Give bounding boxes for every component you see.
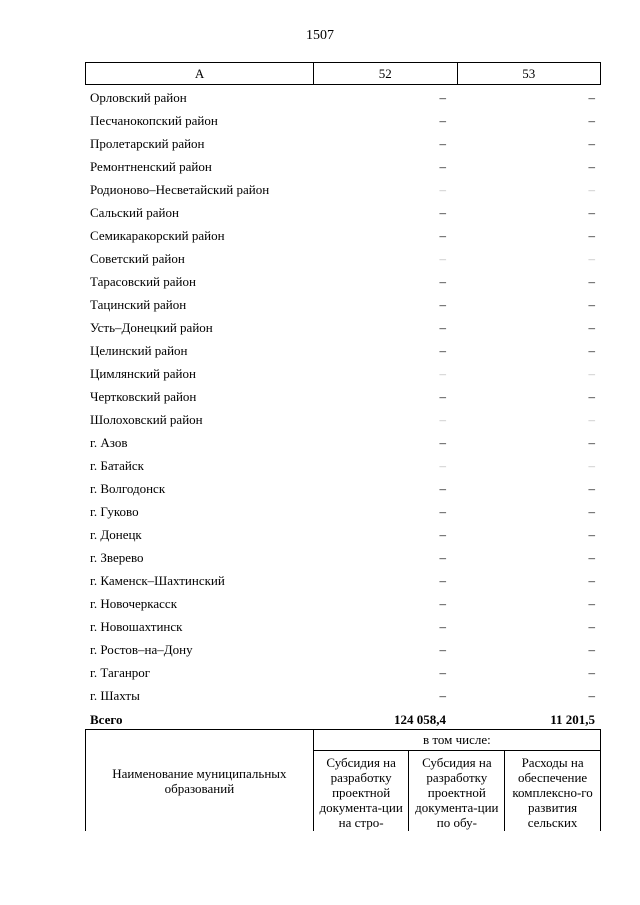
page-number: 1507 [306, 28, 334, 43]
value-col-53: – [588, 503, 595, 519]
value-col-52: – [439, 296, 446, 312]
total-col-52: 124 058,4 [394, 711, 446, 727]
table-row [85, 293, 601, 316]
table-row [85, 546, 601, 569]
table-row [85, 201, 601, 224]
table-row [85, 132, 601, 155]
header-col-52: 52 [314, 63, 457, 85]
value-col-53: – [588, 365, 595, 381]
municipality-name: Цимлянский район [90, 365, 196, 381]
value-col-53: – [588, 572, 595, 588]
municipality-name: Советский район [90, 250, 185, 266]
header-col-a: А [86, 63, 314, 85]
municipality-name: Пролетарский район [90, 135, 205, 151]
bottom-header-table [85, 729, 601, 831]
value-col-52: – [439, 664, 446, 680]
total-row [85, 708, 601, 731]
municipality-name: Тацинский район [90, 296, 187, 312]
table-row [85, 684, 601, 707]
municipality-name: г. Азов [90, 434, 128, 450]
header-subsidy-construction: Субсидия на разработку проектной документа-ции на стро- [313, 751, 409, 832]
value-col-52: – [439, 250, 446, 266]
table-row [85, 477, 601, 500]
data-rows [85, 86, 601, 731]
total-label: Всего [90, 711, 123, 727]
value-col-53: – [588, 181, 595, 197]
value-col-52: – [439, 549, 446, 565]
column-header-table [85, 62, 601, 85]
value-col-53: – [588, 158, 595, 174]
table-row [85, 339, 601, 362]
table-row [85, 431, 601, 454]
table-row [85, 408, 601, 431]
municipality-name: г. Таганрог [90, 664, 151, 680]
table-row [85, 178, 601, 201]
header-col-53: 53 [457, 63, 600, 85]
value-col-52: – [439, 181, 446, 197]
value-col-52: – [439, 434, 446, 450]
municipality-name: Сальский район [90, 204, 179, 220]
municipality-name: г. Батайск [90, 457, 144, 473]
value-col-53: – [588, 227, 595, 243]
municipality-name: г. Донецк [90, 526, 142, 542]
municipality-name: Шолоховский район [90, 411, 203, 427]
value-col-52: – [439, 411, 446, 427]
value-col-52: – [439, 687, 446, 703]
municipality-name: г. Гуково [90, 503, 139, 519]
value-col-52: – [439, 503, 446, 519]
value-col-53: – [588, 296, 595, 312]
table-row [85, 385, 601, 408]
table-row [85, 592, 601, 615]
table-row [85, 109, 601, 132]
table-row [85, 224, 601, 247]
municipality-name: Песчанокопский район [90, 112, 218, 128]
value-col-52: – [439, 342, 446, 358]
table-row [85, 500, 601, 523]
value-col-52: – [439, 618, 446, 634]
value-col-52: – [439, 595, 446, 611]
municipality-name: Чертковский район [90, 388, 197, 404]
total-col-53: 11 201,5 [550, 711, 595, 727]
municipality-name: Орловский район [90, 89, 187, 105]
value-col-52: – [439, 388, 446, 404]
table-row [85, 316, 601, 339]
municipality-name: г. Шахты [90, 687, 140, 703]
municipality-name: г. Новошахтинск [90, 618, 183, 634]
value-col-52: – [439, 365, 446, 381]
value-col-53: – [588, 434, 595, 450]
value-col-52: – [439, 135, 446, 151]
value-col-53: – [588, 457, 595, 473]
value-col-52: – [439, 204, 446, 220]
table-row [85, 155, 601, 178]
municipality-name: Семикаракорский район [90, 227, 225, 243]
value-col-52: – [439, 112, 446, 128]
header-including: в том числе: [313, 730, 600, 751]
table-row [85, 362, 601, 385]
municipality-name: г. Волгодонск [90, 480, 166, 496]
table-row [85, 270, 601, 293]
value-col-53: – [588, 526, 595, 542]
value-col-53: – [588, 411, 595, 427]
header-municipality-name: Наименование муниципальных образований [86, 730, 314, 832]
municipality-name: г. Ростов–на–Дону [90, 641, 193, 657]
municipality-name: Тарасовский район [90, 273, 196, 289]
municipality-name: Усть–Донецкий район [90, 319, 213, 335]
value-col-53: – [588, 618, 595, 634]
value-col-52: – [439, 158, 446, 174]
value-col-53: – [588, 480, 595, 496]
municipality-name: Родионово–Несветайский район [90, 181, 270, 197]
value-col-53: – [588, 342, 595, 358]
table-row [85, 569, 601, 592]
value-col-53: – [588, 687, 595, 703]
municipality-name: г. Каменск–Шахтинский [90, 572, 225, 588]
municipality-name: Ремонтненский район [90, 158, 212, 174]
table-row [85, 615, 601, 638]
table-row [85, 454, 601, 477]
header-rural-development: Расходы на обеспечение комплексно-го развития сельских [505, 751, 601, 832]
municipality-name: г. Новочеркасск [90, 595, 178, 611]
value-col-52: – [439, 572, 446, 588]
value-col-53: – [588, 388, 595, 404]
header-subsidy-other: Субсидия на разработку проектной документа-ции по обу- [409, 751, 505, 832]
value-col-52: – [439, 457, 446, 473]
value-col-53: – [588, 89, 595, 105]
value-col-52: – [439, 480, 446, 496]
value-col-52: – [439, 89, 446, 105]
value-col-53: – [588, 319, 595, 335]
value-col-52: – [439, 526, 446, 542]
value-col-53: – [588, 135, 595, 151]
value-col-53: – [588, 273, 595, 289]
table-row [85, 86, 601, 109]
value-col-53: – [588, 595, 595, 611]
value-col-53: – [588, 549, 595, 565]
value-col-52: – [439, 641, 446, 657]
value-col-53: – [588, 664, 595, 680]
table-row [85, 247, 601, 270]
municipality-name: г. Зверево [90, 549, 144, 565]
value-col-53: – [588, 112, 595, 128]
table-row [85, 523, 601, 546]
value-col-53: – [588, 250, 595, 266]
value-col-52: – [439, 273, 446, 289]
table-row [85, 638, 601, 661]
value-col-53: – [588, 204, 595, 220]
value-col-52: – [439, 319, 446, 335]
value-col-53: – [588, 641, 595, 657]
table-row [85, 661, 601, 684]
value-col-52: – [439, 227, 446, 243]
municipality-name: Целинский район [90, 342, 188, 358]
